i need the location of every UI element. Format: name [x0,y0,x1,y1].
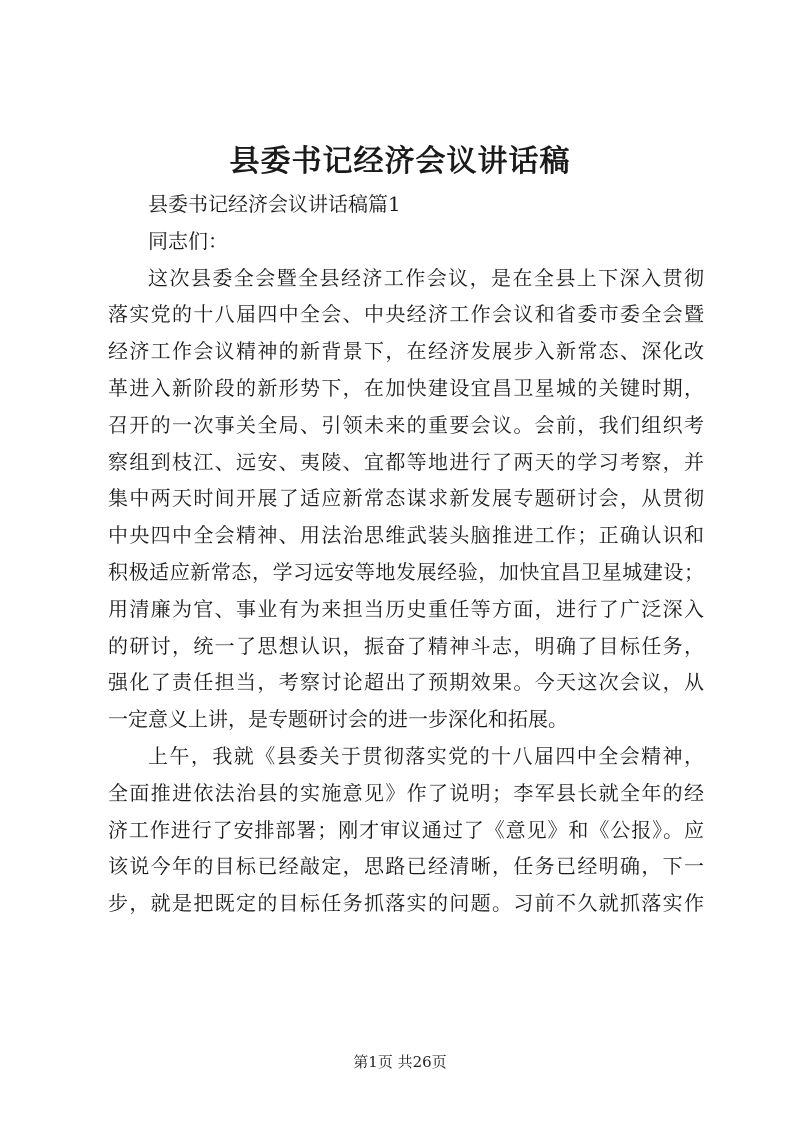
body-line: 同志们： [148,228,228,253]
body-line: 召开的一次事关全局、引领未来的重要会议。会前，我们组织考 [108,412,704,437]
body-line: 集中两天时间开展了适应新常态谋求新发展专题研讨会，从贯彻 [108,486,704,511]
body-line: 的研讨，统一了思想认识，振奋了精神斗志，明确了目标任务， [108,633,704,658]
body-line: 这次县委全会暨全县经济工作会议，是在全县上下深入贯彻 [148,265,704,290]
body-line: 用清廉为官、事业有为来担当历史重任等方面，进行了广泛深入 [108,596,704,621]
body-line: 落实党的十八届四中全会、中央经济工作会议和省委市委全会暨 [108,302,704,327]
page-footer: 第1页 共26页 [353,1053,447,1071]
document-body [108,186,704,922]
body-line: 革进入新阶段的新形势下，在加快建设宜昌卫星城的关键时期， [108,375,704,400]
body-line: 步，就是把既定的目标任务抓落实的问题。习前不久就抓落实作 [108,891,704,916]
document-title: 县委书记经济会议讲话稿 [229,144,571,179]
body-line: 经济工作会议精神的新背景下，在经济发展步入新常态、深化改 [108,339,704,364]
body-line: 积极适应新常态，学习远安等地发展经验，加快宜昌卫星城建设； [108,559,704,584]
body-line: 察组到枝江、远安、夷陵、宜都等地进行了两天的学习考察，并 [108,449,704,474]
body-line: 济工作进行了安排部署；刚才审议通过了《意见》和《公报》。应 [108,817,704,842]
body-line: 该说今年的目标已经敲定，思路已经清晰，任务已经明确，下一 [108,854,704,879]
body-line: 一定意义上讲，是专题研讨会的进一步深化和拓展。 [108,707,568,732]
body-line: 上午，我就《县委关于贯彻落实党的十八届四中全会精神， [148,743,704,768]
body-line: 全面推进依法治县的实施意见》作了说明；李军县长就全年的经 [108,780,704,805]
body-line: 县委书记经济会议讲话稿篇1 [148,192,401,216]
body-line: 强化了责任担当，考察讨论超出了预期效果。今天这次会议，从 [108,670,704,695]
body-line: 中央四中全会精神、用法治思维武装头脑推进工作；正确认识和 [108,523,704,548]
